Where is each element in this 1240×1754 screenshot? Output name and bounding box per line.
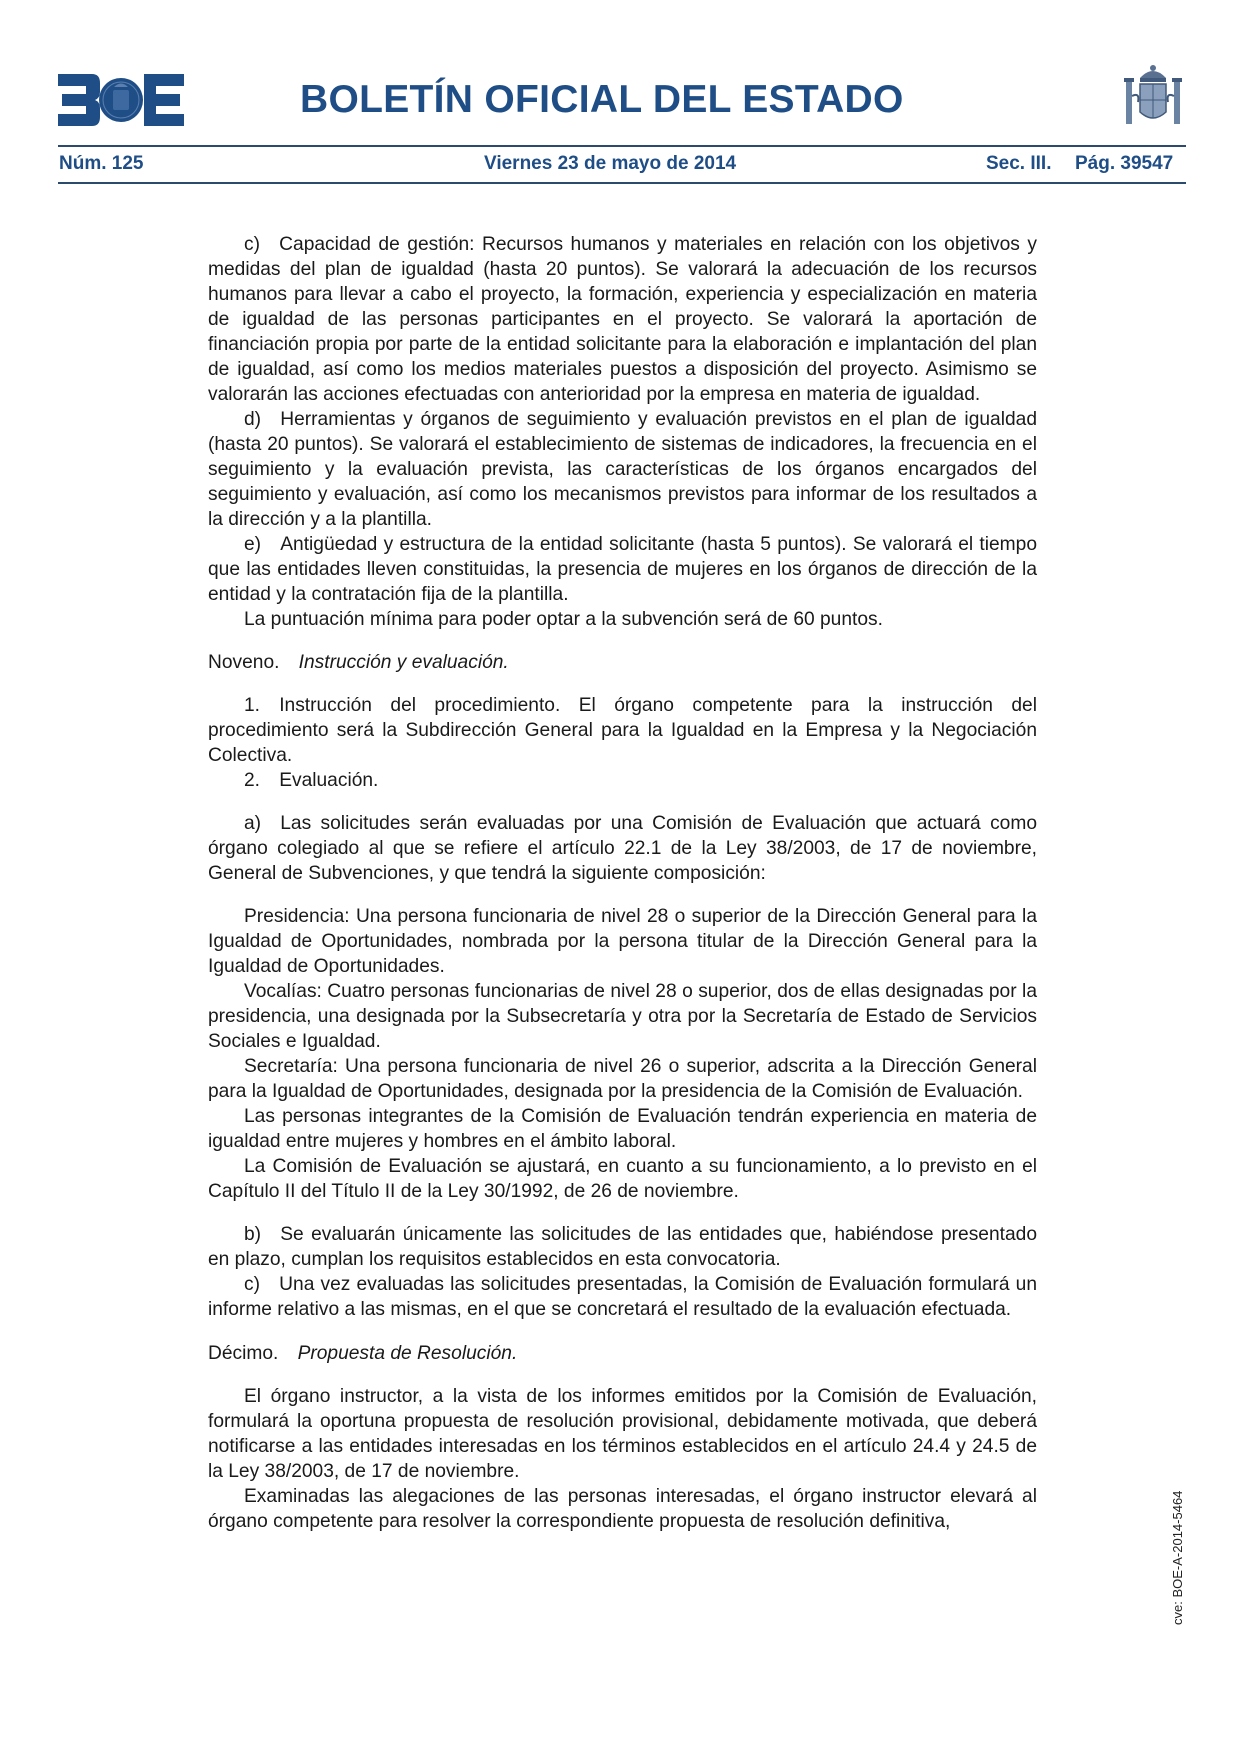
paragraph-c-capacidad: c) Capacidad de gestión: Recursos humanos y materiales en relación con los objetivos y medidas del plan de igualdad (hasta 20 puntos). Se valorará la adecuación de los recursos humanos para llevar a cabo el proyecto, la formación, experiencia y especialización en materia de igualdad de las personas participantes en el proyecto. Se valorará la aportación de financiación propia por parte de la entidad solicitante para la elaboración e implantación del plan de igualdad, así como los medios materiales puestos a disposición del proyecto. Asimismo se valorarán las acciones efectuadas con anterioridad por la empresa en materia de igualdad. xyxy=(208,234,1037,405)
header-rule-bottom xyxy=(58,182,1186,184)
issue-number: Núm. 125 xyxy=(59,153,144,174)
page-number: Pág. 39547 xyxy=(1075,153,1174,174)
heading-decimo-label: Décimo. xyxy=(208,1343,279,1364)
section-label: Sec. III. xyxy=(986,153,1052,174)
paragraph-b-evaluaran: b) Se evaluarán únicamente las solicitudes de las entidades que, habiéndose presentado en plazo, cumplan los requisitos establecidos en esta convocatoria. xyxy=(208,1224,1037,1270)
paragraph-e-antiguedad: e) Antigüedad y estructura de la entidad solicitante (hasta 5 puntos). Se valorará el tiempo que las entidades lleven constituidas, la presencia de mujeres en los órganos de dirección de la entidad y la contratación fija de la plantilla. xyxy=(208,534,1037,605)
boe-logo-icon xyxy=(58,74,184,126)
issue-date: Viernes 23 de mayo de 2014 xyxy=(484,153,737,174)
heading-noveno-title: Instrucción y evaluación. xyxy=(298,652,509,673)
heading-noveno-label: Noveno. xyxy=(208,652,280,673)
document-body xyxy=(208,232,1037,1534)
paragraph-alegaciones: Examinadas las alegaciones de las personas interesadas, el órgano instructor elevará al órgano competente para resolver la correspondiente propuesta de resolución definitiva, xyxy=(208,1486,1037,1532)
paragraph-evaluacion: 2. Evaluación. xyxy=(244,770,379,791)
paragraph-a-comision: a) Las solicitudes serán evaluadas por una Comisión de Evaluación que actuará como órgano colegiado al que se refiere el artículo 22.1 de la Ley 38/2003, de 17 de noviembre, General de Subvenciones, y que tendrá la siguiente composición: xyxy=(208,813,1037,884)
header-rule-top xyxy=(58,145,1186,147)
heading-decimo-title: Propuesta de Resolución. xyxy=(297,1343,518,1364)
paragraph-integrantes: Las personas integrantes de la Comisión de Evaluación tendrán experiencia en materia de igualdad entre mujeres y hombres en el ámbito laboral. xyxy=(208,1106,1037,1152)
paragraph-organo-instructor: El órgano instructor, a la vista de los informes emitidos por la Comisión de Evaluación, formulará la oportuna propuesta de resolución provisional, debidamente motivada, que deberá notificarse a las entidades interesadas en los términos establecidos en el artículo 24.4 y 24.5 de la Ley 38/2003, de 17 de noviembre. xyxy=(208,1386,1037,1482)
heading-noveno xyxy=(208,650,1037,675)
paragraph-puntuacion-minima: La puntuación mínima para poder optar a la subvención será de 60 puntos. xyxy=(244,609,883,630)
paragraph-presidencia: Presidencia: Una persona funcionaria de nivel 28 o superior de la Dirección General para la Igualdad de Oportunidades, nombrada por la persona titular de la Dirección General para la Igualdad de Oportunidades. xyxy=(208,906,1037,977)
paragraph-c-informe: c) Una vez evaluadas las solicitudes presentadas, la Comisión de Evaluación formulará un informe relativo a las mismas, en el que se concretará el resultado de la evaluación efectuada. xyxy=(208,1274,1037,1320)
paragraph-secretaria: Secretaría: Una persona funcionaria de nivel 26 o superior, adscrita a la Dirección General para la Igualdad de Oportunidades, designada por la presidencia de la Comisión de Evaluación. xyxy=(208,1056,1037,1102)
paragraph-vocalias: Vocalías: Cuatro personas funcionarias de nivel 28 o superior, dos de ellas designadas por la presidencia, una designada por la Subsecretaría y otra por la Secretaría de Estado de Servicios Sociales e Igualdad. xyxy=(208,981,1037,1052)
paragraph-funcionamiento: La Comisión de Evaluación se ajustará, en cuanto a su funcionamiento, a lo previsto en el Capítulo II del Título II de la Ley 30/1992, de 26 de noviembre. xyxy=(208,1156,1037,1202)
paragraph-instruccion: 1. Instrucción del procedimiento. El órgano competente para la instrucción del procedimiento será la Subdirección General para la Igualdad en la Empresa y la Negociación Colectiva. xyxy=(208,695,1037,766)
coat-of-arms-icon xyxy=(1120,62,1186,132)
cve-code: cve: BOE-A-2014-5464 xyxy=(1170,1490,1185,1625)
paragraph-d-herramientas: d) Herramientas y órganos de seguimiento y evaluación previstos en el plan de igualdad (hasta 20 puntos). Se valorará el establecimiento de sistemas de indicadores, la frecuencia en el seguimiento y la evaluación prevista, las características de los órganos encargados del seguimiento y evaluación, así como los mecanismos previstos para informar de los resultados a la dirección y a la plantilla. xyxy=(208,409,1037,530)
heading-decimo xyxy=(208,1341,1037,1366)
page-title: BOLETÍN OFICIAL DEL ESTADO xyxy=(300,78,904,121)
